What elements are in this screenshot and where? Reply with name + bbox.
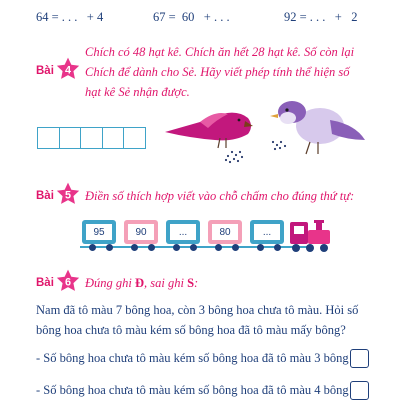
wheel-icon	[106, 244, 113, 251]
wheel-icon	[232, 244, 239, 251]
statement-2: - Số bông hoa chưa tô màu kém số bông hoa đã tô màu 4 bông	[36, 383, 349, 397]
equation-1: 64 = . . . + 4	[36, 10, 104, 24]
exercise-number: 4	[64, 64, 72, 77]
train-car	[166, 220, 200, 251]
star-icon	[55, 268, 81, 294]
wheel-icon	[215, 244, 222, 251]
answer-cell[interactable]	[59, 127, 82, 149]
seeds-icon	[272, 141, 286, 150]
answer-cell[interactable]	[37, 127, 60, 149]
equation-3: 92 = . . . + 2	[284, 10, 358, 24]
exercise-label: Bài	[36, 65, 54, 77]
exercise-5-instruction: Điền số thích hợp viết vào chỗ chấm cho đúng thứ tự:	[85, 189, 355, 203]
exercise-4-line-3: hạt kê Sẻ nhận được.	[85, 85, 190, 99]
answer-cell[interactable]	[102, 127, 125, 149]
instruction-middle: , sai ghi	[144, 276, 188, 290]
wheel-icon	[131, 244, 138, 251]
answer-cell[interactable]	[123, 127, 146, 149]
exercise-number: 5	[64, 189, 72, 202]
instruction-prefix: Đúng ghi	[85, 276, 135, 290]
equation-2: 67 = 60 + . . .	[153, 10, 230, 24]
exercise-number: 6	[64, 276, 72, 289]
train-car-value[interactable]: ...	[262, 226, 272, 238]
wheel-icon	[257, 244, 264, 251]
train	[80, 216, 335, 254]
statement-1: - Số bông hoa chưa tô màu kém số bông hoa đã tô màu 3 bông	[36, 351, 349, 365]
locomotive-icon	[288, 216, 334, 254]
exercise-4-text	[85, 42, 354, 102]
exercise-label: Bài	[36, 190, 54, 202]
wheel-icon	[89, 244, 96, 251]
instruction-suffix: :	[194, 276, 199, 290]
exercise-6-problem	[36, 300, 358, 340]
mark-true: Đ	[135, 276, 145, 290]
wheel-icon	[148, 244, 155, 251]
exercise-label: Bài	[36, 277, 54, 289]
mark-false: S	[187, 276, 195, 290]
seeds-icon	[225, 151, 243, 163]
train-car-value: 90	[135, 226, 147, 238]
problem-line-1: Nam đã tô màu 7 bông hoa, còn 3 bông hoa chưa tô màu. Hỏi số	[36, 303, 359, 317]
train-car	[82, 220, 116, 251]
train-car	[250, 220, 284, 251]
exercise-6-instruction	[85, 273, 198, 293]
statement-2-checkbox[interactable]	[350, 381, 369, 400]
bird-pink-icon	[165, 113, 253, 148]
problem-line-2: bông hoa chưa tô màu kém số bông hoa đã tô màu mấy bông?	[36, 323, 346, 337]
train-car	[208, 220, 242, 251]
answer-cells	[37, 127, 145, 149]
birds-illustration	[160, 100, 370, 170]
statement-1-checkbox[interactable]	[350, 349, 369, 368]
exercise-4-line-2: Chích để dành cho Sẻ. Hãy viết phép tính thể hiện số	[85, 65, 350, 79]
train-car	[124, 220, 158, 251]
star-icon	[55, 181, 81, 207]
answer-cell[interactable]	[80, 127, 103, 149]
train-car-value: 80	[219, 226, 231, 238]
train-car-value: 95	[93, 226, 105, 238]
wheel-icon	[274, 244, 281, 251]
exercise-4-line-1: Chích có 48 hạt kê. Chích ăn hết 28 hạt kê. Số còn lại	[85, 45, 355, 59]
wheel-icon	[190, 244, 197, 251]
wheel-icon	[173, 244, 180, 251]
star-icon	[55, 56, 81, 82]
train-car-value[interactable]: ...	[178, 226, 188, 238]
